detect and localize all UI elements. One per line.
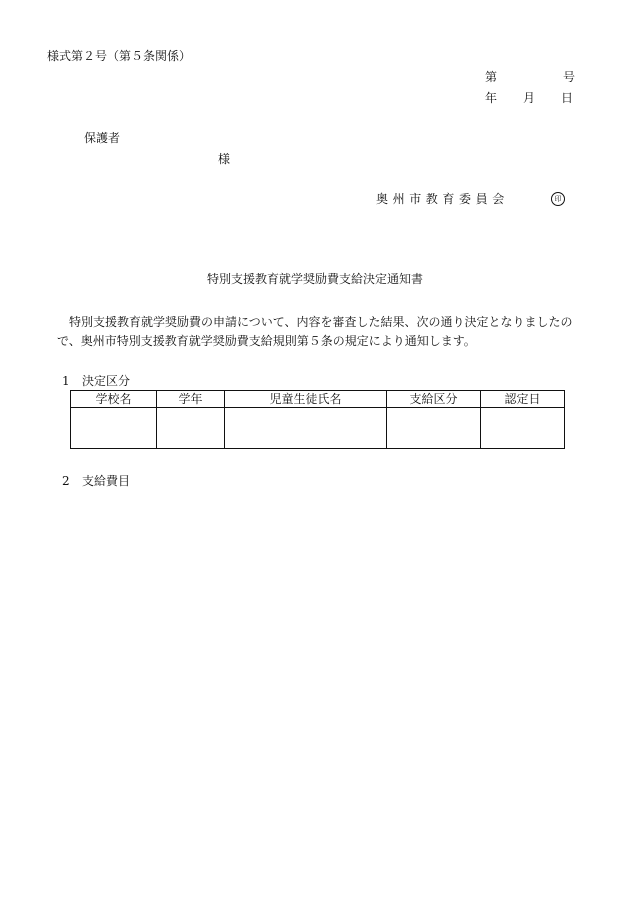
issuer-name: 奥州市教育委員会 <box>376 192 509 206</box>
decision-table <box>70 390 565 449</box>
header-payment-category: 支給区分 <box>387 391 481 408</box>
document-title: 特別支援教育就学奨励費支給決定通知書 <box>206 272 423 286</box>
document-number <box>485 70 576 84</box>
date-year: 年 <box>485 91 498 105</box>
section-2-label: 支給費目 <box>82 474 131 488</box>
recipient-label: 保護者 <box>84 131 121 145</box>
date-day: 日 <box>561 91 574 105</box>
date-month: 月 <box>523 91 536 105</box>
document-number-prefix: 第 <box>485 70 498 84</box>
document-number-suffix: 号 <box>563 70 576 84</box>
body-paragraph <box>57 313 582 351</box>
cell-grade <box>157 408 225 449</box>
section-1-number: 1 <box>62 374 70 388</box>
header-school-name: 学校名 <box>71 391 157 408</box>
section-1-label: 決定区分 <box>82 374 131 388</box>
document-date <box>485 91 574 105</box>
seal-mark: 印 <box>551 192 565 206</box>
body-line-2: で、奥州市特別支援教育就学奨励費支給規則第５条の規定により通知します。 <box>57 334 476 348</box>
cell-school-name <box>71 408 157 449</box>
section-2-number: 2 <box>62 474 70 488</box>
section-2-heading <box>62 474 130 488</box>
form-number: 様式第２号（第５条関係） <box>47 49 192 63</box>
header-student-name: 児童生徒氏名 <box>225 391 387 408</box>
header-approval-date: 認定日 <box>481 391 565 408</box>
body-line-1: 特別支援教育就学奨励費の申請について、内容を審査した結果、次の通り決定となりましたの <box>69 315 573 329</box>
cell-student-name <box>225 408 387 449</box>
cell-approval-date <box>481 408 565 449</box>
table-row <box>71 408 565 449</box>
header-grade: 学年 <box>157 391 225 408</box>
section-1-heading <box>62 374 130 388</box>
honorific: 様 <box>218 152 231 166</box>
cell-payment-category <box>387 408 481 449</box>
table-header-row <box>71 391 565 408</box>
